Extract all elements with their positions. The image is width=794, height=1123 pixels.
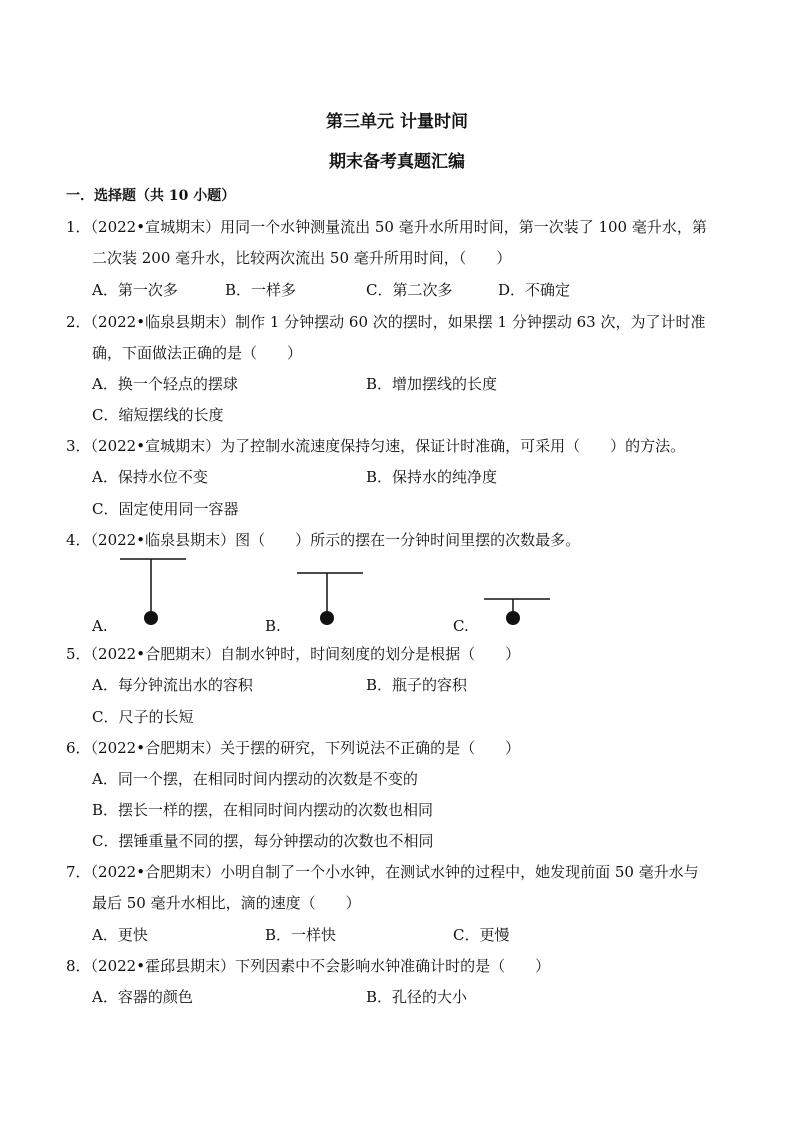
- page-subtitle: 期末备考真题汇编: [329, 152, 465, 172]
- question-7-line-2: 最后 50 毫升水相比，滴的速度（ ）: [92, 894, 361, 912]
- question-2-line-2: 确，下面做法正确的是（ ）: [92, 344, 303, 362]
- q8-option-a[interactable]: A．容器的颜色: [92, 988, 193, 1006]
- q4-option-b[interactable]: B.: [265, 617, 281, 635]
- q2-option-a[interactable]: A．换一个轻点的摆球: [92, 375, 238, 393]
- q5-option-b[interactable]: B．瓶子的容积: [366, 676, 468, 694]
- q5-option-c[interactable]: C．尺子的长短: [92, 708, 194, 726]
- q2-option-c[interactable]: C．缩短摆线的长度: [92, 406, 224, 424]
- pendulum-long-icon: [118, 555, 190, 630]
- q3-option-a[interactable]: A．保持水位不变: [92, 468, 208, 486]
- q6-option-c[interactable]: C．摆锤重量不同的摆，每分钟摆动的次数也不相同: [92, 832, 434, 850]
- question-4-line-1: 4．（2022•临泉县期末）图（ ）所示的摆在一分钟时间里摆的次数最多。: [66, 531, 581, 549]
- page-title: 第三单元 计量时间: [326, 112, 468, 132]
- q8-option-b[interactable]: B．孔径的大小: [366, 988, 468, 1006]
- q1-option-b[interactable]: B．一样多: [225, 281, 297, 299]
- q5-option-a[interactable]: A．每分钟流出水的容积: [92, 676, 253, 694]
- q4-option-c[interactable]: C.: [453, 617, 469, 635]
- q2-option-b[interactable]: B．增加摆线的长度: [366, 375, 498, 393]
- q7-option-c[interactable]: C．更慢: [453, 926, 510, 944]
- pendulum-medium-icon: [295, 569, 367, 629]
- q3-option-b[interactable]: B．保持水的纯净度: [366, 468, 498, 486]
- question-6-line-1: 6．（2022•合肥期末）关于摆的研究，下列说法不正确的是（ ）: [66, 739, 521, 757]
- question-1-line-1: 1．（2022•宣城期末）用同一个水钟测量流出 50 毫升水所用时间，第一次装了 100 毫升水，第: [66, 218, 707, 236]
- q1-option-d[interactable]: D．不确定: [498, 281, 571, 299]
- q1-option-a[interactable]: A．第一次多: [92, 281, 178, 299]
- q1-option-c[interactable]: C．第二次多: [366, 281, 453, 299]
- q4-option-a[interactable]: A.: [92, 617, 108, 635]
- pendulum-short-icon: [482, 595, 554, 629]
- section-heading: 一．选择题（共 10 小题）: [66, 188, 236, 204]
- question-1-line-2: 二次装 200 毫升水，比较两次流出 50 毫升所用时间，（ ）: [92, 249, 512, 267]
- question-3-line-1: 3．（2022•宣城期末）为了控制水流速度保持匀速，保证计时准确，可采用（ ）的方法。: [66, 437, 686, 455]
- question-5-line-1: 5．（2022•合肥期末）自制水钟时，时间刻度的划分是根据（ ）: [66, 645, 521, 663]
- q7-option-b[interactable]: B．一样快: [265, 926, 337, 944]
- question-7-line-1: 7．（2022•合肥期末）小明自制了一个小水钟，在测试水钟的过程中，她发现前面 50 毫升水与: [66, 863, 699, 881]
- q7-option-a[interactable]: A．更快: [92, 926, 148, 944]
- q6-option-b[interactable]: B．摆长一样的摆，在相同时间内摆动的次数也相同: [92, 801, 434, 819]
- question-2-line-1: 2．（2022•临泉县期末）制作 1 分钟摆动 60 次的摆时，如果摆 1 分钟摆动 63 次，为了计时准: [66, 313, 706, 331]
- q6-option-a[interactable]: A．同一个摆，在相同时间内摆动的次数是不变的: [92, 770, 418, 788]
- q3-option-c[interactable]: C．固定使用同一容器: [92, 500, 239, 518]
- question-8-line-1: 8．（2022•霍邱县期末）下列因素中不会影响水钟准确计时的是（ ）: [66, 957, 551, 975]
